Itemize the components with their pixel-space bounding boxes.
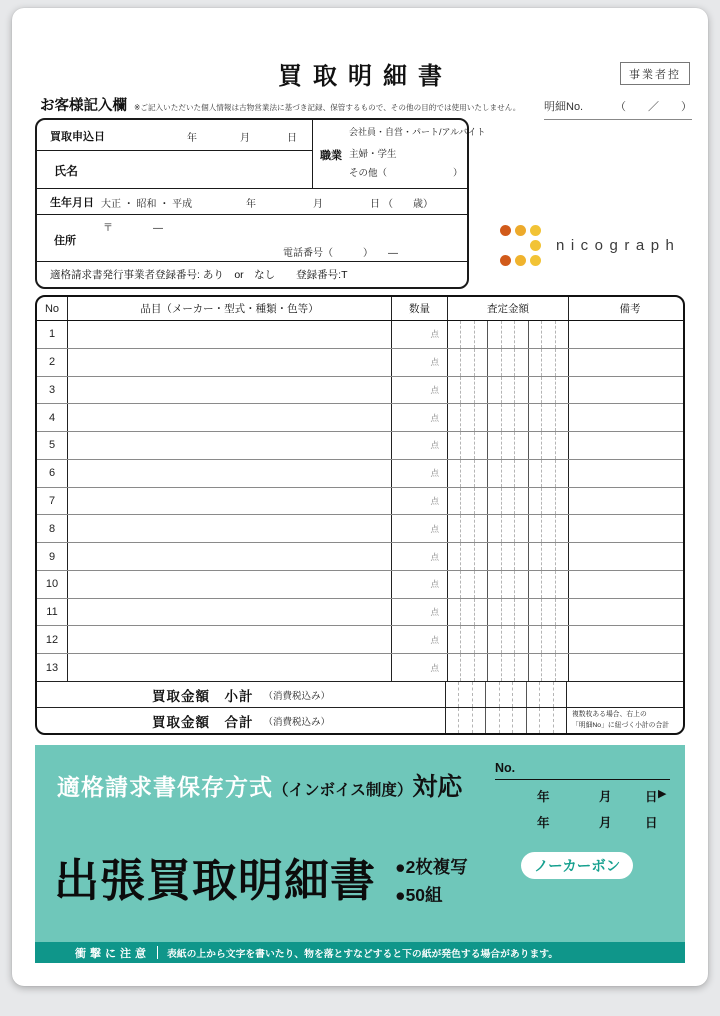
customer-section-header <box>40 94 520 115</box>
qty-cell <box>391 571 447 598</box>
total-amount-cell <box>445 708 566 733</box>
divider <box>37 150 312 151</box>
occupation-option: その他（ <box>349 168 388 179</box>
qty-cell <box>391 404 447 431</box>
occupation-label: 職業 <box>320 150 342 162</box>
item-cell <box>67 404 391 431</box>
logo-dots-icon <box>500 225 541 266</box>
warning-bar <box>35 942 685 963</box>
row-number: 5 <box>48 439 56 452</box>
unit-label: 点 <box>430 495 439 506</box>
unit-label: 点 <box>430 329 439 340</box>
customer-form <box>35 118 486 289</box>
table-row <box>37 488 683 516</box>
divider <box>312 120 313 188</box>
col-header-amount: 査定金額 <box>447 297 568 320</box>
note-cell <box>568 460 685 487</box>
unit-label: 点 <box>430 440 439 451</box>
row-number: 8 <box>48 522 56 535</box>
divider <box>157 946 158 959</box>
logo-text: nicograph <box>556 237 681 254</box>
subtotal-row <box>37 682 683 707</box>
detail-no-row <box>544 98 692 120</box>
note-cell <box>568 432 685 459</box>
amount-cell <box>447 571 568 598</box>
cover-date-row <box>495 780 673 806</box>
item-cell <box>67 515 391 542</box>
item-cell <box>67 571 391 598</box>
occupation-option: 会社員・自営・パート/アルバイト <box>349 127 486 137</box>
table-row <box>37 515 683 543</box>
nicograph-logo <box>500 225 680 266</box>
note-cell <box>568 515 685 542</box>
amount-cell <box>447 543 568 570</box>
note-cell <box>568 571 685 598</box>
item-cell <box>67 543 391 570</box>
occupation-option-close: ） <box>453 168 463 179</box>
total-label-cell <box>37 708 445 733</box>
note-cell <box>568 543 685 570</box>
qty-cell <box>391 349 447 376</box>
amount-cell <box>447 377 568 404</box>
qty-cell <box>391 460 447 487</box>
subtotal-label-cell <box>37 682 445 707</box>
unit-label: 点 <box>430 634 439 645</box>
note-cell <box>568 599 685 626</box>
unit-label: 点 <box>430 412 439 423</box>
item-cell <box>67 460 391 487</box>
table-row <box>37 571 683 599</box>
invoice-title-main: 適格請求書保存方式 <box>57 774 273 800</box>
qty-cell <box>391 515 447 542</box>
year-label: 年 <box>537 790 550 804</box>
privacy-note: ※ご記入いただいた個人情報は古物営業法に基づき記録、保管するもので、その他の目的では使用いたしません。 <box>134 103 521 112</box>
amount-cell <box>447 432 568 459</box>
table-row <box>37 460 683 488</box>
note-cell <box>568 349 685 376</box>
amount-cell <box>447 515 568 542</box>
total-remark-cell <box>566 708 685 733</box>
warning-text: 表紙の上から文字を書いたり、物を落とすなどすると下の紙が発色する場合があります。 <box>167 948 559 960</box>
item-cell <box>67 432 391 459</box>
unit-label: 点 <box>430 357 439 368</box>
table-body <box>37 321 683 682</box>
unit-label: 点 <box>430 662 439 673</box>
row-number: 4 <box>48 411 56 424</box>
table-row <box>37 349 683 377</box>
qty-cell <box>391 377 447 404</box>
amount-cell <box>447 599 568 626</box>
invoice-title-paren: （インボイス制度） <box>273 782 413 799</box>
copy-holder-badge: 事業者控 <box>620 62 690 85</box>
apply-date-label: 買取申込日 <box>50 131 105 143</box>
phone-field: 電話番号（ ） ― <box>283 248 398 259</box>
detail-no-value: （ ／ ） <box>615 101 692 113</box>
item-cell <box>67 377 391 404</box>
cover-section <box>35 745 685 963</box>
amount-cell <box>447 321 568 348</box>
table-row <box>37 404 683 432</box>
divider <box>37 261 467 262</box>
table-row <box>37 321 683 349</box>
note-cell <box>568 377 685 404</box>
table-header-row <box>37 297 683 321</box>
invoice-title-suffix: 対応 <box>412 773 463 801</box>
day-label: 日 <box>287 133 297 144</box>
name-field-label: 氏名 <box>54 164 79 178</box>
col-header-item: 品目（メーカー・型式・種類・色等） <box>67 297 391 320</box>
unit-label: 点 <box>430 551 439 562</box>
total-row <box>37 707 683 733</box>
unit-label: 点 <box>430 468 439 479</box>
note-cell <box>568 404 685 431</box>
qty-cell <box>391 626 447 653</box>
unit-label: 点 <box>430 607 439 618</box>
qty-cell <box>391 599 447 626</box>
occupation-option: 主婦・学生 <box>349 149 397 160</box>
sets-spec: ●50組 <box>395 885 443 905</box>
item-cell <box>67 321 391 348</box>
qty-cell <box>391 321 447 348</box>
divider <box>37 214 467 215</box>
customer-section-title: お客様記入欄 <box>40 98 127 114</box>
year-label: 年 <box>246 199 256 210</box>
unit-label: 点 <box>430 579 439 590</box>
item-cell <box>67 654 391 681</box>
row-number: 7 <box>48 494 56 507</box>
note-cell <box>568 321 685 348</box>
year-label: 年 <box>537 816 550 830</box>
item-cell <box>67 626 391 653</box>
no-carbon-badge: ノーカーボン <box>521 852 633 879</box>
row-number: 10 <box>45 578 59 591</box>
row-number: 13 <box>45 661 59 674</box>
qty-cell <box>391 543 447 570</box>
day-label: 日 <box>645 816 658 830</box>
detail-no-label: 明細No. <box>544 101 584 113</box>
age-field: （ 歳） <box>383 199 433 210</box>
col-header-no: No <box>44 302 60 315</box>
item-cell <box>67 488 391 515</box>
col-header-qty: 数量 <box>391 297 447 320</box>
row-number: 9 <box>48 550 56 563</box>
total-remark-line: 複数枚ある場合、右上の <box>572 710 647 718</box>
note-cell <box>568 654 685 681</box>
era-options: 大正 ・ 昭和 ・ 平成 <box>101 199 193 210</box>
month-label: 月 <box>599 790 612 804</box>
warning-label: 衝撃に注意 <box>75 947 150 960</box>
unit-label: 点 <box>430 523 439 534</box>
month-label: 月 <box>313 199 323 210</box>
items-table <box>35 295 685 735</box>
day-label: 日 <box>645 790 658 804</box>
row-number: 12 <box>45 633 59 646</box>
subtotal-amount-cell <box>445 682 566 707</box>
row-number: 2 <box>48 356 56 369</box>
amount-cell <box>447 404 568 431</box>
cover-no-block <box>495 761 673 832</box>
cover-no-label: No. <box>495 761 516 775</box>
birthdate-label: 生年月日 <box>50 197 94 209</box>
row-number: 11 <box>46 606 58 619</box>
unit-label: 点 <box>430 384 439 395</box>
qty-cell <box>391 654 447 681</box>
amount-cell <box>447 654 568 681</box>
item-cell <box>67 599 391 626</box>
divider <box>37 188 467 189</box>
item-cell <box>67 349 391 376</box>
product-title: 出張買取明細書 <box>54 855 377 906</box>
arrow-right-icon: ▶ <box>658 788 667 800</box>
month-label: 月 <box>599 816 612 830</box>
total-remark-line: 「明細No」に紐づく小計の合計 <box>572 721 670 729</box>
note-cell <box>568 626 685 653</box>
amount-cell <box>447 626 568 653</box>
tax-note: （消費税込み） <box>263 690 330 702</box>
day-label: 日 <box>370 199 380 210</box>
total-label: 買取金額 合計 <box>151 714 254 730</box>
table-row <box>37 626 683 654</box>
year-label: 年 <box>187 133 197 144</box>
row-number: 3 <box>48 383 56 396</box>
form-page <box>12 8 708 986</box>
subtotal-label: 買取金額 小計 <box>151 688 254 704</box>
subtotal-note-cell <box>566 682 685 707</box>
tax-note: （消費税込み） <box>263 716 330 728</box>
amount-cell <box>447 349 568 376</box>
postal-code-field: 〒 ― <box>103 223 163 234</box>
address-label: 住所 <box>54 235 76 247</box>
invoice-compliance-title <box>57 767 462 803</box>
qty-cell <box>391 488 447 515</box>
qty-cell <box>391 432 447 459</box>
row-number: 1 <box>48 328 56 341</box>
month-label: 月 <box>240 133 250 144</box>
col-header-note: 備考 <box>568 297 685 320</box>
invoice-registration-line: 適格請求書発行事業者登録番号: あり or なし 登録番号:T <box>50 269 348 281</box>
page-title: 買取明細書 <box>278 63 453 90</box>
table-row <box>37 543 683 571</box>
table-row <box>37 377 683 405</box>
note-cell <box>568 488 685 515</box>
table-row <box>37 654 683 682</box>
amount-cell <box>447 488 568 515</box>
row-number: 6 <box>48 467 56 480</box>
table-row <box>37 599 683 627</box>
cover-date-row <box>495 806 673 832</box>
table-row <box>37 432 683 460</box>
amount-cell <box>447 460 568 487</box>
copies-spec: ●2枚複写 <box>395 857 468 877</box>
